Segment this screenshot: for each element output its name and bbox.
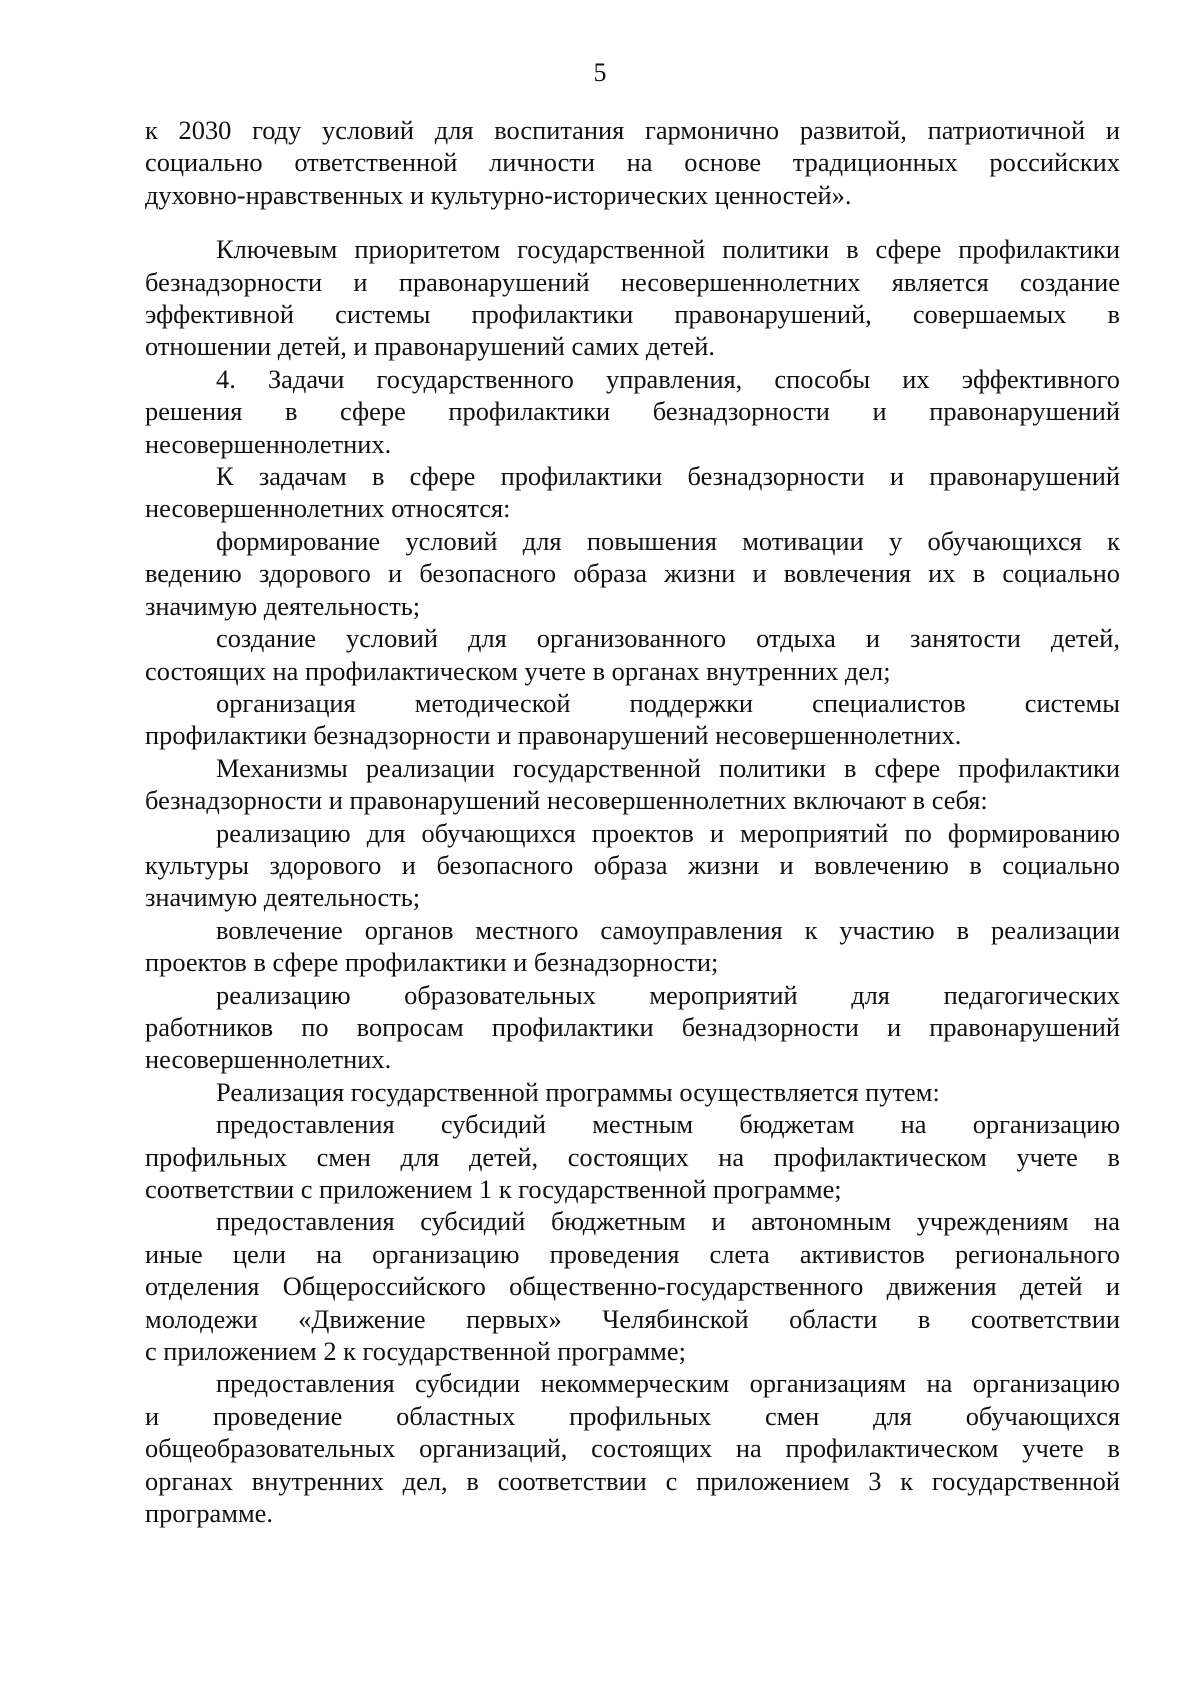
text-line: программе. [145,1498,273,1529]
list-item-implementation [145,1205,1120,1367]
text-line: предоставления субсидий бюджетным и автономным учреждениям на [216,1206,1120,1237]
list-item-mechanism [145,914,1120,979]
text-line: ведению здорового и безопасного образа жизни и вовлечения их в социально [145,558,1120,589]
text-line: Механизмы реализации государственной политики в сфере профилактики [216,752,1120,783]
text-line: К задачам в сфере профилактики безнадзорности и правонарушений [216,461,1120,492]
text-line: создание условий для организованного отдыха и занятости детей, [216,623,1120,654]
text-line: культуры здорового и безопасного образа жизни и вовлечению в социально [145,849,1120,880]
text-line: эффективной системы профилактики правонарушений, совершаемых в [145,299,1120,330]
text-line: к 2030 году условий для воспитания гармонично развитой, патриотичной и [145,115,1120,145]
text-line: соответствии с приложением 1 к государственной программе; [145,1174,842,1204]
list-item-implementation [145,1108,1120,1205]
text-line: реализацию образовательных мероприятий для педагогических [216,979,1120,1010]
text-line: реализацию для обучающихся проектов и мероприятий по формированию [216,817,1120,848]
text-line: общеобразовательных организаций, состоящих на профилактическом учете в [145,1433,1120,1464]
list-item-mechanism [145,817,1120,914]
text-line: предоставления субсидий местным бюджетам на организацию [216,1109,1120,1140]
list-item-mechanism [145,979,1120,1076]
paragraph-tasks-intro [145,460,1120,525]
text-line: социально ответственной личности на основе традиционных российских [145,147,1120,178]
page-number: 5 [593,58,607,87]
text-line: несовершеннолетних. [145,428,392,459]
text-line: профилактики безнадзорности и правонарушений несовершеннолетних. [145,720,962,751]
paragraph-mechanisms-intro [145,752,1120,817]
text-line: духовно-нравственных и культурно-исторических ценностей». [145,179,852,210]
text-line: с приложением 2 к государственной программе; [145,1336,686,1367]
paragraph-implementation-intro [145,1076,1120,1108]
list-item-implementation [145,1367,1120,1529]
text-line: решения в сфере профилактики безнадзорности и правонарушений [145,396,1120,427]
text-line: значимую деятельность; [145,882,421,913]
text-line: вовлечение органов местного самоуправления к участию в реализации [216,914,1120,945]
text-line: несовершеннолетних относятся: [145,493,511,524]
text-line: Реализация государственной программы осуществляется путем: [216,1076,940,1107]
text-line: значимую деятельность; [145,590,421,621]
list-item-task [145,525,1120,622]
text-line: отделения Общероссийского общественно-государственного движения детей и [145,1271,1120,1302]
document-body [145,114,1120,1529]
list-item-task [145,687,1120,752]
text-line: предоставления субсидии некоммерческим организациям на организацию [216,1368,1120,1399]
text-line: иные цели на организацию проведения слета активистов регионального [145,1238,1120,1269]
text-line: Ключевым приоритетом государственной политики в сфере профилактики [216,234,1120,265]
text-line: несовершеннолетних. [145,1044,392,1075]
text-line: профильных смен для детей, состоящих на профилактическом учете в [145,1141,1120,1172]
text-line: и проведение областных профильных смен для обучающихся [145,1400,1120,1431]
text-line: безнадзорности и правонарушений несовершеннолетних является создание [145,266,1120,297]
paragraph-key-priority [145,233,1120,363]
text-line: состоящих на профилактическом учете в органах внутренних дел; [145,655,891,686]
text-line: 4. Задачи государственного управления, способы их эффективного [216,363,1120,394]
text-line: органах внутренних дел, в соответствии с приложением 3 к государственной [145,1465,1120,1496]
text-line: работников по вопросам профилактики безнадзорности и правонарушений [145,1011,1120,1042]
section-heading-4 [145,363,1120,460]
text-line: проектов в сфере профилактики и безнадзорности; [145,947,719,978]
text-line: молодежи «Движение первых» Челябинской области в соответствии [145,1303,1120,1334]
text-line: отношении детей, и правонарушений самих детей. [145,331,715,362]
text-line: организация методической поддержки специалистов системы [216,687,1120,718]
text-line: формирование условий для повышения мотивации у обучающихся к [216,525,1120,556]
text-line: безнадзорности и правонарушений несовершеннолетних включают в себя: [145,785,988,816]
list-item-task [145,622,1120,687]
paragraph-continuation [145,114,1120,211]
